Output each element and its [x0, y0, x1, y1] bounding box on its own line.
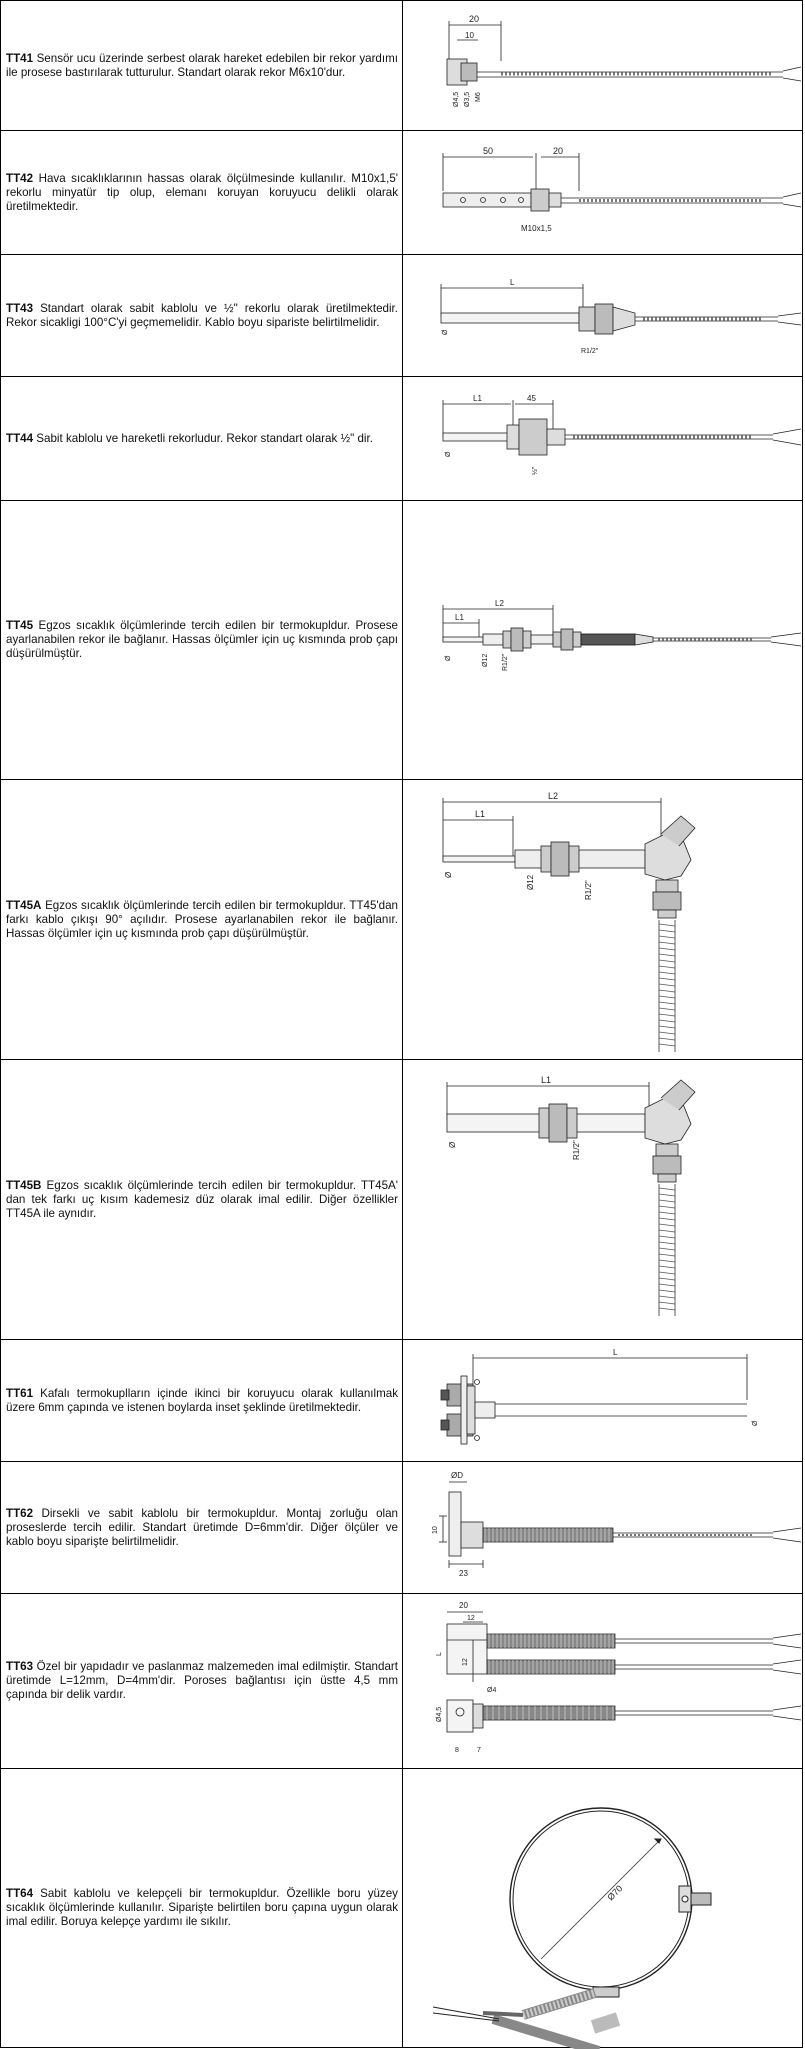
description-text [1, 1179, 402, 1221]
description-cell [1, 1060, 403, 1339]
dim-label: 20 [469, 14, 480, 24]
dim-label: Ø [442, 329, 449, 335]
dim-label: Ø12 [482, 653, 489, 667]
dim-label: L2 [495, 599, 504, 608]
product-code: TT45A [6, 898, 42, 912]
product-code: TT41 [6, 51, 34, 65]
dim-label: 7 [477, 1747, 481, 1754]
description-text [1, 172, 402, 214]
dim-label: L1 [473, 394, 482, 403]
dim-label: ½" [532, 466, 539, 475]
dim-label: Ø12 [526, 874, 535, 890]
dim-label: 8 [455, 1747, 459, 1754]
dim-label: Ø3,5 [464, 91, 471, 107]
table-row [0, 254, 803, 376]
drawing-cell [403, 1594, 803, 1768]
drawing-cell [403, 501, 803, 779]
product-description: Egzos sıcaklık ölçümlerinde tercih edilen bir termokupldur. TT45A' dan tek farkı uç kısım kademesiz düz olarak imal edilir. Diğer özellikler TT45A ile aynıdır. [6, 1178, 398, 1220]
product-description: Standart olarak sabit kablolu ve ½" rekorlu olarak üretilmektedir. Rekor sicakligi 100°C'yi geçmemelidir. Kablo boyu sipariste belirtilmelidir. [6, 301, 398, 329]
drawing-cell [403, 1, 803, 130]
dim-label: 20 [459, 1601, 468, 1610]
drawing-cell [403, 131, 803, 254]
drawing-cell [403, 255, 803, 376]
tt45-drawing [403, 501, 803, 780]
product-description: Egzos sıcaklık ölçümlerinde tercih edilen bir termokupldur. Prosese ayarlanabilen rekor ile bağlanır. Hassas ölçümler için uç kısmında prob çapı düşürülmüştür. [6, 619, 398, 660]
dim-label: L [510, 278, 515, 287]
product-code: TT62 [6, 1506, 34, 1520]
product-code: TT43 [6, 301, 34, 315]
description-text [1, 619, 402, 661]
product-description: Dirsekli ve sabit kablolu bir termokupldur. Montaj zorluğu olan proseslerde tercih edilir. Standart üretimde D=6mm'dir. Diğer ölçüler ve kablo boyu siparişte belirtilmelidir. [6, 1506, 398, 1548]
dim-label: L [613, 1348, 618, 1357]
description-cell [1, 1594, 403, 1768]
table-row [0, 500, 803, 779]
product-code: TT45B [6, 1178, 42, 1192]
description-text [1, 432, 377, 446]
table-row [0, 1768, 803, 2048]
tt63-drawing [403, 1594, 803, 1769]
description-text [1, 1507, 402, 1549]
tt45b-drawing [403, 1060, 803, 1340]
product-description: Hava sıcaklıklarının hassas olarak ölçülmesinde kullanılır. M10x1,5' rekorlu minyatür tip olup, elemanı koruyan koruyucu delikli olarak üretilmektedir. [6, 171, 398, 213]
table-row [0, 130, 803, 254]
dim-label: Ø [752, 1420, 759, 1426]
product-description: Egzos sıcaklık ölçümlerinde tercih edilen bir termokupldur. TT45'dan farkı kablo çıkışı 90° açılıdır. Prosese ayarlanabilen rekor ile bağlanır. Hassas ölçümler için uç kısmında prob çapı düşürülmüştür. [6, 898, 398, 940]
dim-label: Ø70 [605, 1883, 625, 1903]
description-text [1, 52, 402, 80]
product-description: Sabit kablolu ve kelepçeli bir termokupldur. Özellikle boru yüzey sıcaklık ölçümlerinde kullanılır. Siparişte belirtilen boru çapına uygun olarak imal edilir. Boruya kelepçe yardımı ile sıkılır. [6, 1887, 398, 1928]
dim-label: 12 [462, 1658, 469, 1666]
dim-label: Ø4,5 [436, 1706, 443, 1722]
tt61-drawing [403, 1340, 803, 1462]
description-cell [1, 1340, 403, 1461]
dim-label: L1 [455, 613, 464, 622]
product-code: TT44 [6, 431, 34, 445]
tt64-drawing [403, 1769, 803, 2049]
table-row [0, 1059, 803, 1339]
tt62-drawing [403, 1462, 803, 1594]
description-cell [1, 1, 403, 130]
description-cell [1, 131, 403, 254]
description-text [1, 1660, 402, 1702]
tt42-drawing [403, 131, 803, 255]
dim-label: Ø [448, 1141, 457, 1148]
product-description: Kafalı termokuplların içinde ikinci bir koruyucu olarak kullanılmak üzere 6mm çapında ve istenen boylarda inset şeklinde üretilmektedir. [6, 1386, 398, 1414]
dim-label: Ø [445, 655, 452, 661]
tt45a-drawing [403, 780, 803, 1060]
product-description: Sensör ucu üzerinde serbest olarak hareket edebilen bir rekor yardımı ile prosese bastırılarak tutturulur. Standart olarak rekor M6x10'dur. [6, 51, 398, 79]
description-cell [1, 501, 403, 779]
dim-label: R1/2" [572, 1140, 581, 1160]
dim-label: Ø4 [487, 1687, 497, 1694]
description-text [1, 1887, 402, 1929]
description-cell [1, 1769, 403, 2047]
description-text [1, 899, 402, 941]
drawing-cell [403, 1769, 803, 2047]
dim-label: L1 [541, 1075, 552, 1085]
dim-label: R1/2" [581, 348, 599, 355]
dim-label: Ø [444, 871, 453, 878]
tt44-drawing [403, 377, 803, 501]
product-description: Özel bir yapıdadır ve paslanmaz malzemeden imal edilmiştir. Standart üretimde L=12mm, D=4mm'dir. Poroses bağlantısı için üstte 4,5 mm çapında bir delik vardır. [6, 1660, 398, 1701]
dim-label: 12 [467, 1615, 475, 1622]
table-row [0, 779, 803, 1059]
drawing-cell [403, 377, 803, 500]
drawing-cell [403, 1340, 803, 1461]
dim-label: 45 [527, 394, 536, 403]
product-code: TT63 [6, 1660, 34, 1673]
dim-label: R1/2" [584, 880, 593, 900]
drawing-cell [403, 1462, 803, 1593]
table-row [0, 1461, 803, 1593]
description-cell [1, 255, 403, 376]
dim-label: R1/2" [502, 653, 509, 671]
table-row [0, 1593, 803, 1768]
dim-label: L1 [475, 809, 486, 819]
product-code: TT45 [6, 619, 34, 632]
dim-label: 23 [459, 1569, 468, 1578]
description-cell [1, 780, 403, 1059]
description-text [1, 302, 402, 330]
dim-label: 10 [432, 1526, 439, 1534]
product-code: TT42 [6, 171, 34, 185]
drawing-cell [403, 780, 803, 1059]
tt41-drawing [403, 1, 803, 131]
dim-label: M6 [475, 92, 482, 102]
dim-label: 10 [465, 31, 474, 40]
dim-label: Ø4,5 [453, 91, 460, 107]
dim-label: L2 [548, 791, 559, 801]
product-code: TT64 [6, 1887, 34, 1900]
description-cell [1, 1462, 403, 1593]
table-row [0, 0, 803, 130]
dim-label: ØD [451, 1471, 463, 1480]
dim-label: M10x1,5 [521, 224, 552, 233]
product-code: TT61 [6, 1386, 34, 1400]
table-row [0, 1339, 803, 1461]
dim-label: 50 [483, 146, 494, 156]
dim-label: 20 [553, 146, 564, 156]
product-description: Sabit kablolu ve hareketli rekorludur. Rekor standart olarak ½" dir. [36, 431, 373, 445]
dim-label: Ø [445, 451, 452, 457]
drawing-cell [403, 1060, 803, 1339]
dim-label: L [436, 1652, 443, 1656]
tt43-drawing [403, 255, 803, 377]
description-cell [1, 377, 403, 500]
description-text [1, 1387, 402, 1415]
table-row [0, 376, 803, 500]
